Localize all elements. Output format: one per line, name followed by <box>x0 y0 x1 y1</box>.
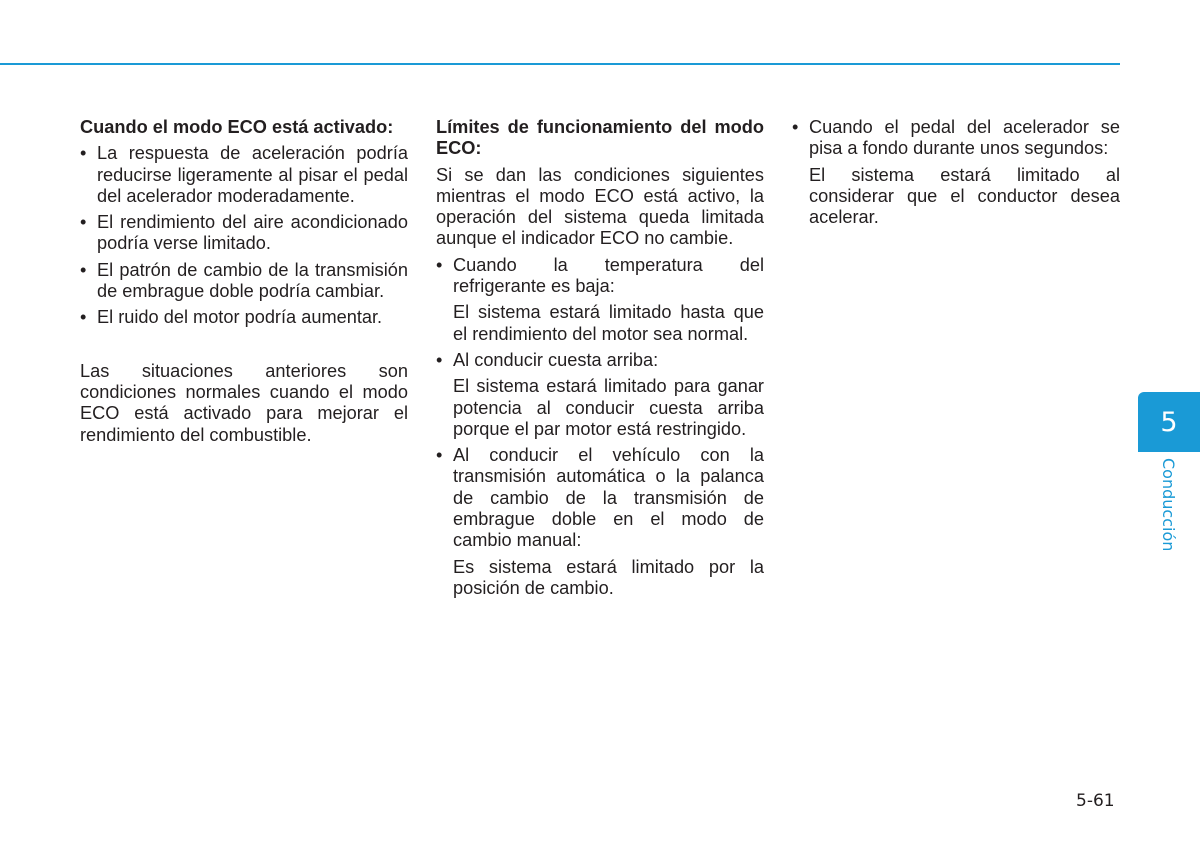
column-1 <box>80 117 408 451</box>
list-item: • Al conducir el vehículo con la transmisión automática o la palanca de cambio de la transmisión de embrague doble en el modo de cambio manual: Es sistema estará limitado por la posición de cambio. <box>436 445 764 598</box>
chapter-title: Conducción <box>1159 458 1178 552</box>
intro-paragraph: Si se dan las condiciones siguientes mientras el modo ECO está activo, la operación del sistema queda limitada aunque el indicador ECO no cambie. <box>436 164 764 249</box>
list-item: • Al conducir cuesta arriba: El sistema estará limitado para ganar potencia al conducir cuesta arriba porque el par motor está restringido. <box>436 349 764 439</box>
bullet-icon: • <box>436 445 443 466</box>
bullet-detail: El sistema estará limitado para ganar potencia al conducir cuesta arriba porque el par motor está restringido. <box>453 376 764 439</box>
list-item: • Cuando el pedal del acelerador se pisa a fondo durante unos segundos: El sistema estará limitado al considerar que el conductor desea acelerar. <box>792 117 1120 228</box>
list-item: • La respuesta de aceleración podría reducirse ligeramente al pisar el pedal del acelerador moderadamente. <box>80 143 408 206</box>
list-item: • El rendimiento del aire acondicionado podría verse limitado. <box>80 212 408 254</box>
section-heading-eco-limits: Límites de funcionamiento del modo ECO: <box>436 117 764 159</box>
column-3 <box>792 117 1120 233</box>
chapter-tab <box>1138 392 1200 452</box>
bullet-detail: El sistema estará limitado hasta que el rendimiento del motor sea normal. <box>453 302 764 344</box>
bullet-icon: • <box>436 349 443 370</box>
bullet-icon: • <box>80 307 87 328</box>
spacer <box>80 334 408 361</box>
list-item: • Cuando la temperatura del refrigerante es baja: El sistema estará limitado hasta que el rendimiento del motor sea normal. <box>436 254 764 344</box>
page-number: 5-61 <box>1076 791 1115 811</box>
section-heading-eco-active: Cuando el modo ECO está activado: <box>80 117 394 137</box>
top-divider <box>0 63 1120 65</box>
bullet-list <box>792 117 1120 228</box>
chapter-number: 5 <box>1160 406 1178 438</box>
bullet-icon: • <box>80 143 87 164</box>
column-2 <box>436 117 764 604</box>
bullet-list <box>80 143 408 328</box>
body-paragraph: Las situaciones anteriores son condiciones normales cuando el modo ECO está activado para mejorar el rendimiento del combustible. <box>80 360 408 445</box>
bullet-icon: • <box>436 254 443 275</box>
bullet-icon: • <box>80 212 87 233</box>
bullet-icon: • <box>792 117 799 137</box>
list-item: • El patrón de cambio de la transmisión de embrague doble podría cambiar. <box>80 259 408 302</box>
bullet-list <box>436 255 764 599</box>
bullet-detail: Es sistema estará limitado por la posición de cambio. <box>453 556 764 598</box>
bullet-icon: • <box>80 259 87 280</box>
list-item: • El ruido del motor podría aumentar. <box>80 307 383 328</box>
bullet-detail: El sistema estará limitado al considerar que el conductor desea acelerar. <box>809 164 1120 228</box>
